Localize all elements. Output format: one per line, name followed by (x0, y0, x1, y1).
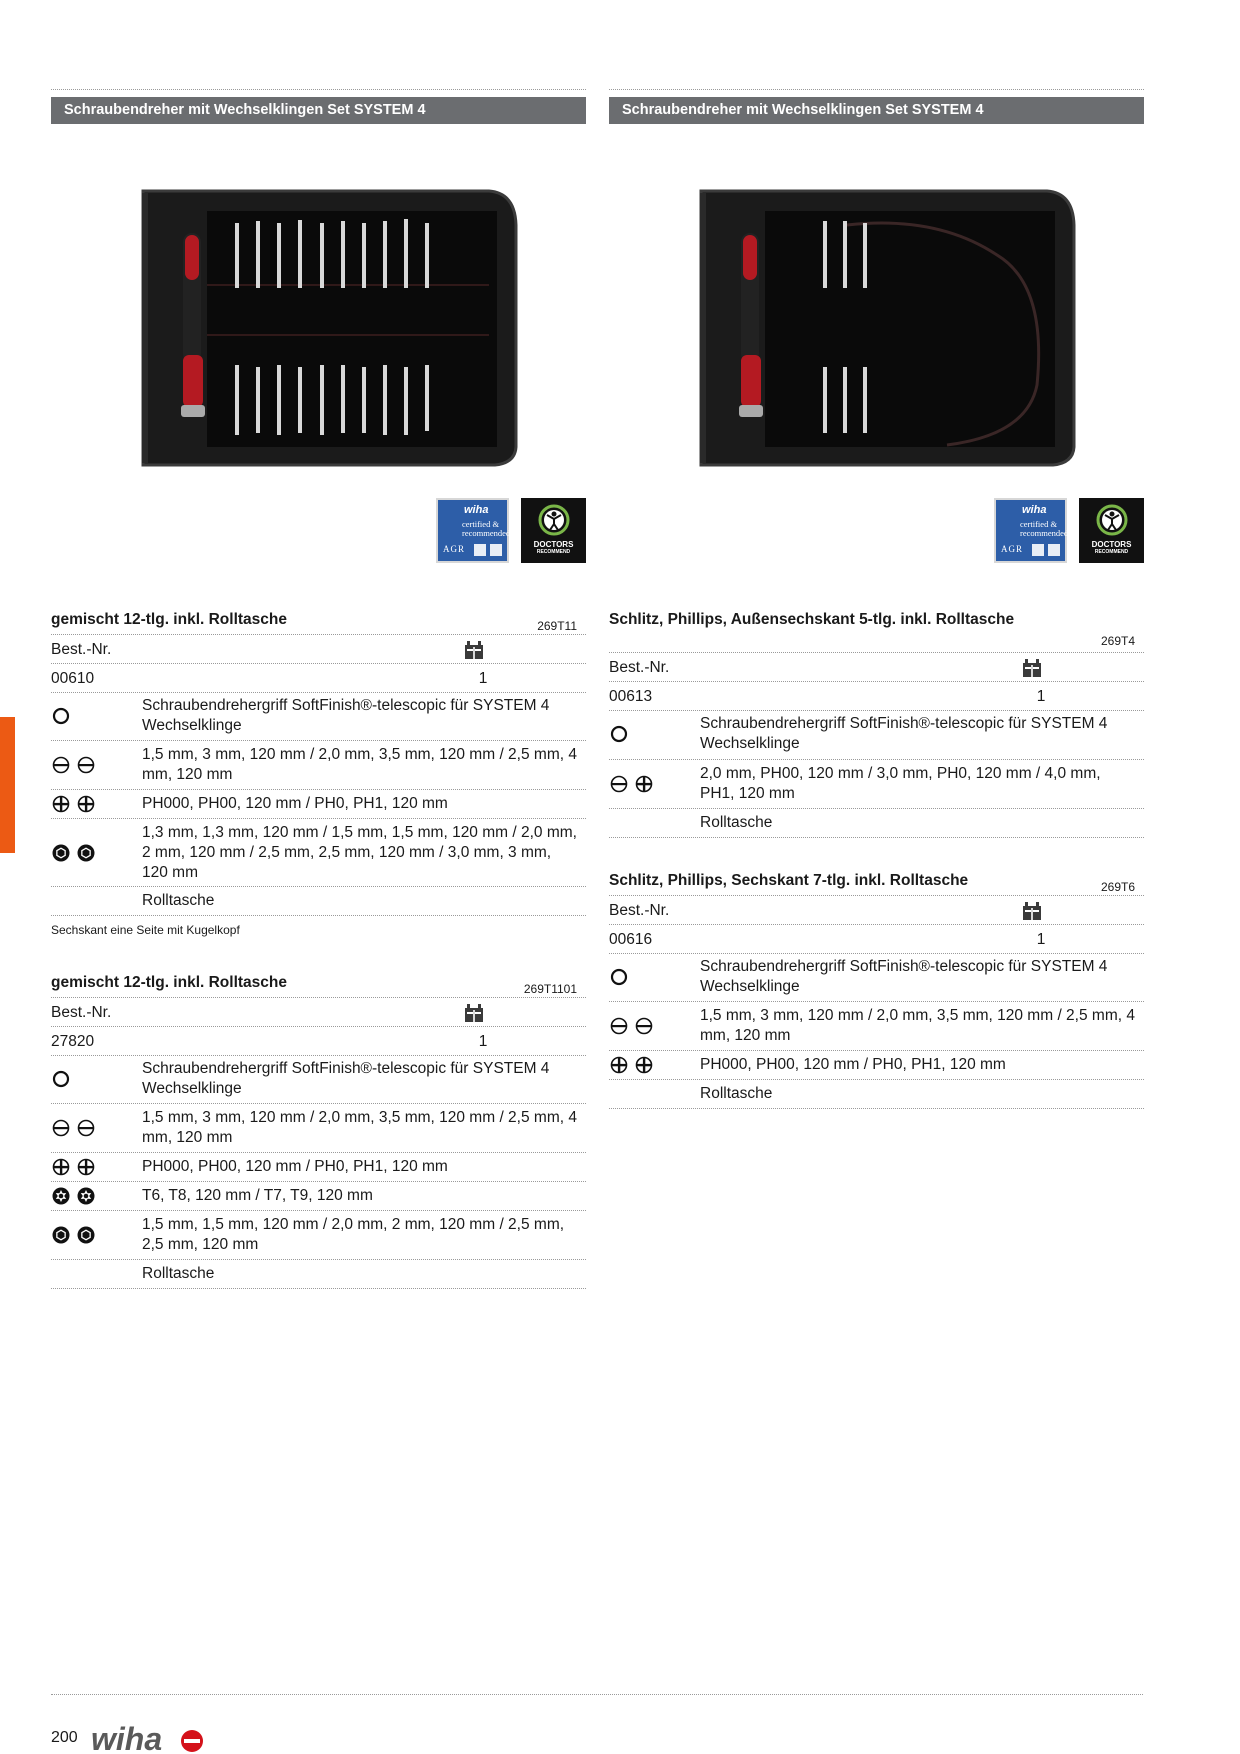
order-header-row (609, 895, 1144, 925)
circle-icon (609, 724, 629, 744)
pack-quantity-icon (464, 1003, 484, 1023)
hex-icon (76, 843, 96, 863)
product-code: 269T11 (537, 619, 577, 633)
certification-badges (436, 498, 586, 563)
spec-row: 1,5 mm, 1,5 mm, 120 mm / 2,0 mm, 2 mm, 120 mm / 2,5 mm, 2,5 mm, 120 mm (51, 1211, 586, 1260)
doctor-figure-icon (538, 504, 570, 536)
section-header: Schraubendreher mit Wechselklingen Set SYSTEM 4 (609, 97, 1144, 124)
section-header: Schraubendreher mit Wechselklingen Set SYSTEM 4 (51, 97, 586, 124)
phillips-icon (76, 1157, 96, 1177)
spec-row: PH000, PH00, 120 mm / PH0, PH1, 120 mm (51, 790, 586, 819)
section-tab-marker (0, 717, 15, 853)
header-rule (51, 89, 586, 90)
spec-row: T6, T8, 120 mm / T7, T9, 120 mm (51, 1182, 586, 1211)
phillips-icon (51, 1157, 71, 1177)
order-row (609, 682, 1144, 711)
pack-quantity-icon (1022, 901, 1042, 921)
product-269T4 (609, 610, 1144, 838)
spec-row: Rolltasche (609, 1080, 1144, 1109)
best-nr-label: Best.-Nr. (51, 1004, 112, 1021)
product-title: gemischt 12-tlg. inkl. Rolltasche (51, 974, 288, 991)
order-header-row (51, 634, 586, 664)
order-number: 27820 (51, 1033, 95, 1050)
order-quantity: 1 (478, 1033, 488, 1050)
slotted-icon (609, 1016, 629, 1036)
product-code: 269T1101 (523, 982, 577, 996)
product-photo-5-piece-set (697, 185, 1077, 470)
torx-icon (51, 1186, 71, 1206)
circle-icon (51, 1069, 71, 1089)
order-number: 00613 (609, 688, 653, 705)
phillips-icon (609, 1055, 629, 1075)
spec-row: 1,3 mm, 1,3 mm, 120 mm / 1,5 mm, 1,5 mm, 120 mm / 2,0 mm, 2 mm, 120 mm / 2,5 mm, 2,5 mm, 120 mm / 3,0 mm, 3 mm, 120 mm (51, 819, 586, 887)
hex-icon (51, 1225, 71, 1245)
product-269T6 (609, 871, 1144, 1109)
circle-icon (51, 706, 71, 726)
hex-icon (76, 1225, 96, 1245)
spec-row: 1,5 mm, 3 mm, 120 mm / 2,0 mm, 3,5 mm, 120 mm / 2,5 mm, 4 mm, 120 mm (609, 1002, 1144, 1051)
certification-badges (994, 498, 1144, 563)
slotted-icon (51, 1118, 71, 1138)
product-photo-12-piece-set (139, 185, 519, 470)
spec-row: PH000, PH00, 120 mm / PH0, PH1, 120 mm (51, 1153, 586, 1182)
product-269T11 (51, 610, 586, 937)
doctor-figure-icon (1096, 504, 1128, 536)
phillips-icon (76, 794, 96, 814)
order-number: 00616 (609, 931, 653, 948)
spec-row: Schraubendrehergriff SoftFinish®-telescopic für SYSTEM 4 Wechselklinge (609, 711, 1144, 760)
order-header-row (609, 652, 1144, 682)
circle-icon (609, 967, 629, 987)
slotted-icon (609, 774, 629, 794)
product-title: gemischt 12-tlg. inkl. Rolltasche (51, 611, 288, 628)
pack-quantity-icon (464, 640, 484, 660)
spec-row: Rolltasche (51, 887, 586, 916)
slotted-icon (51, 755, 71, 775)
product-code: 269T6 (1100, 880, 1135, 894)
spec-row: Schraubendrehergriff SoftFinish®-telescopic für SYSTEM 4 Wechselklinge (51, 1056, 586, 1104)
order-header-row (51, 997, 586, 1027)
product-code: 269T4 (1100, 634, 1135, 648)
order-quantity: 1 (1036, 931, 1046, 948)
order-number: 00610 (51, 670, 95, 687)
doctors-recommend-badge: DOCTORS RECOMMEND (521, 498, 586, 563)
product-269T1101 (51, 973, 586, 1289)
spec-row: Schraubendrehergriff SoftFinish®-telescopic für SYSTEM 4 Wechselklinge (609, 954, 1144, 1002)
wiha-certified-badge: wiha certified & recommended AGR (994, 498, 1067, 563)
slotted-icon (76, 1118, 96, 1138)
order-quantity: 1 (478, 670, 488, 687)
page-number: 200 (51, 1729, 78, 1746)
footer-rule (51, 1694, 1143, 1695)
product-title: Schlitz, Phillips, Sechskant 7-tlg. inkl. Rolltasche (609, 872, 969, 889)
order-row (609, 925, 1144, 954)
slotted-icon (634, 1016, 654, 1036)
slotted-icon (76, 755, 96, 775)
product-note: Sechskant eine Seite mit Kugelkopf (51, 923, 240, 937)
phillips-icon (51, 794, 71, 814)
best-nr-label: Best.-Nr. (609, 659, 670, 676)
best-nr-label: Best.-Nr. (51, 641, 112, 658)
product-title: Schlitz, Phillips, Außensechskant 5-tlg. inkl. Rolltasche (609, 611, 1015, 628)
hex-icon (51, 843, 71, 863)
spec-row: 2,0 mm, PH00, 120 mm / 3,0 mm, PH0, 120 mm / 4,0 mm, PH1, 120 mm (609, 760, 1144, 809)
doctors-recommend-badge: DOCTORS RECOMMEND (1079, 498, 1144, 563)
phillips-icon (634, 1055, 654, 1075)
spec-row: PH000, PH00, 120 mm / PH0, PH1, 120 mm (609, 1051, 1144, 1080)
spec-row: Rolltasche (51, 1260, 586, 1289)
wiha-certified-badge: wiha certified & recommended AGR (436, 498, 509, 563)
order-row (51, 664, 586, 693)
spec-row: 1,5 mm, 3 mm, 120 mm / 2,0 mm, 3,5 mm, 120 mm / 2,5 mm, 4 mm, 120 mm (51, 741, 586, 790)
best-nr-label: Best.-Nr. (609, 902, 670, 919)
order-row (51, 1027, 586, 1056)
order-quantity: 1 (1036, 688, 1046, 705)
phillips-icon (634, 774, 654, 794)
spec-row: Rolltasche (609, 809, 1144, 838)
torx-icon (76, 1186, 96, 1206)
spec-row: Schraubendrehergriff SoftFinish®-telescopic für SYSTEM 4 Wechselklinge (51, 693, 586, 741)
header-rule (609, 89, 1144, 90)
spec-row: 1,5 mm, 3 mm, 120 mm / 2,0 mm, 3,5 mm, 120 mm / 2,5 mm, 4 mm, 120 mm (51, 1104, 586, 1153)
wiha-logo (91, 1722, 206, 1754)
svg-text:wiha: wiha (91, 1722, 163, 1754)
pack-quantity-icon (1022, 658, 1042, 678)
